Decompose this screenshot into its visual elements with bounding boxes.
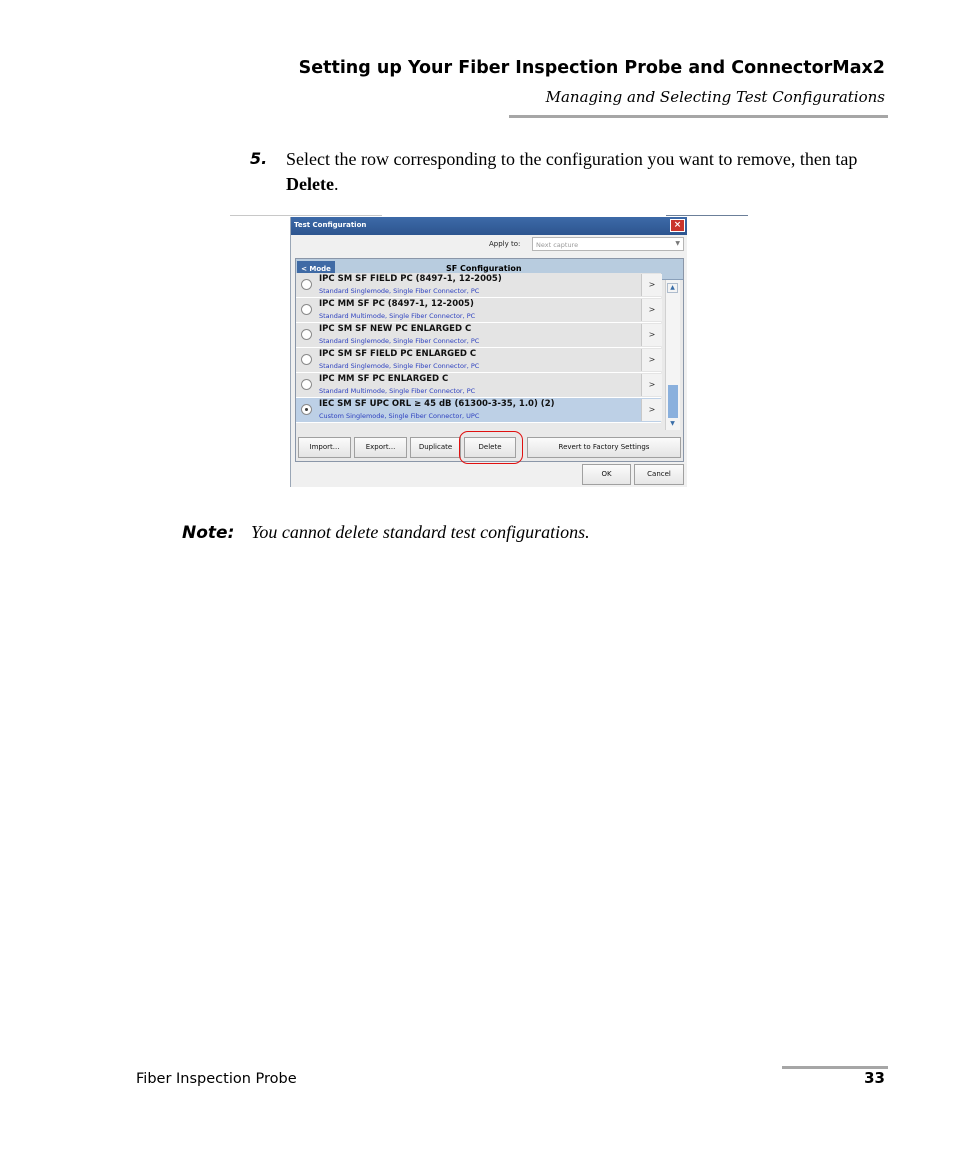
- chevron-down-icon: ▼: [675, 240, 680, 247]
- config-description: Standard Multimode, Single Fiber Connector, PC: [319, 312, 476, 320]
- step-number: 5.: [250, 149, 268, 168]
- config-name: IPC SM SF NEW PC ENLARGED C: [319, 324, 472, 334]
- config-description: Standard Singlemode, Single Fiber Connector, PC: [319, 362, 480, 370]
- list-item-selected[interactable]: [296, 398, 661, 423]
- screenshot-edge-line: [666, 215, 748, 216]
- note-text: You cannot delete standard test configurations.: [251, 522, 590, 542]
- export-button[interactable]: Export...: [354, 437, 407, 458]
- ok-button[interactable]: OK: [582, 464, 631, 485]
- config-name: IPC MM SF PC ENLARGED C: [319, 374, 449, 384]
- running-header-title: Setting up Your Fiber Inspection Probe and ConnectorMax2: [298, 58, 885, 78]
- details-arrow-icon[interactable]: >: [641, 299, 662, 321]
- radio-button[interactable]: [301, 379, 312, 390]
- details-arrow-icon[interactable]: >: [641, 374, 662, 396]
- duplicate-button[interactable]: Duplicate: [410, 437, 461, 458]
- apply-to-value: Next capture: [536, 241, 579, 249]
- scroll-down-icon[interactable]: ▼: [670, 420, 675, 427]
- test-configuration-dialog: [290, 217, 687, 487]
- radio-button[interactable]: [301, 354, 312, 365]
- revert-factory-button[interactable]: Revert to Factory Settings: [527, 437, 681, 458]
- details-arrow-icon[interactable]: >: [641, 399, 662, 421]
- scrollbar[interactable]: [665, 280, 680, 430]
- config-name: IPC MM SF PC (8497-1, 12-2005): [319, 299, 474, 309]
- import-button[interactable]: Import...: [298, 437, 351, 458]
- step-text: [286, 147, 886, 197]
- step-text-lead: Select the row corresponding to the configuration you want to remove, then tap: [286, 149, 858, 169]
- mode-back-button[interactable]: < Mode: [297, 261, 335, 277]
- close-icon[interactable]: ×: [670, 219, 685, 232]
- list-item[interactable]: [296, 298, 661, 323]
- list-item[interactable]: [296, 348, 661, 373]
- radio-button[interactable]: [301, 329, 312, 340]
- config-name: IPC SM SF FIELD PC ENLARGED C: [319, 349, 477, 359]
- scroll-up-icon[interactable]: ▲: [667, 283, 678, 293]
- delete-button[interactable]: Delete: [464, 437, 516, 458]
- config-description: Standard Multimode, Single Fiber Connector, PC: [319, 387, 476, 395]
- screenshot-edge-line: [230, 215, 382, 216]
- panel-title: SF Configuration: [446, 264, 522, 273]
- radio-button[interactable]: [301, 304, 312, 315]
- delete-highlight-circle: [459, 431, 523, 464]
- dialog-title-bar: [291, 217, 687, 235]
- details-arrow-icon[interactable]: >: [641, 324, 662, 346]
- radio-button[interactable]: [301, 279, 312, 290]
- list-item[interactable]: [296, 273, 661, 298]
- step-text-tail: .: [333, 174, 339, 194]
- apply-to-select[interactable]: [532, 237, 684, 251]
- header-rule: [509, 115, 888, 118]
- list-item[interactable]: [296, 373, 661, 398]
- config-description: Custom Singlemode, Single Fiber Connector, UPC: [319, 412, 480, 420]
- cancel-button[interactable]: Cancel: [634, 464, 684, 485]
- footer-title: Fiber Inspection Probe: [136, 1071, 297, 1087]
- list-item[interactable]: [296, 323, 661, 348]
- scroll-thumb[interactable]: [668, 385, 678, 418]
- running-header-subtitle: Managing and Selecting Test Configurations: [545, 88, 885, 106]
- radio-button-selected[interactable]: [301, 404, 312, 415]
- details-arrow-icon[interactable]: >: [641, 349, 662, 371]
- config-name: IEC SM SF UPC ORL ≥ 45 dB (61300-3-35, 1.0) (2): [319, 399, 555, 409]
- configuration-list: [296, 274, 683, 430]
- note-label: Note:: [182, 523, 235, 543]
- step-text-bold: Delete: [286, 174, 334, 194]
- config-description: Standard Singlemode, Single Fiber Connector, PC: [319, 337, 480, 345]
- details-arrow-icon[interactable]: >: [641, 274, 662, 296]
- dialog-title: Test Configuration: [294, 221, 367, 229]
- apply-to-label: Apply to:: [489, 240, 521, 248]
- config-name: IPC SM SF FIELD PC (8497-1, 12-2005): [319, 274, 502, 284]
- config-description: Standard Singlemode, Single Fiber Connector, PC: [319, 287, 480, 295]
- page-number: 33: [864, 1069, 885, 1087]
